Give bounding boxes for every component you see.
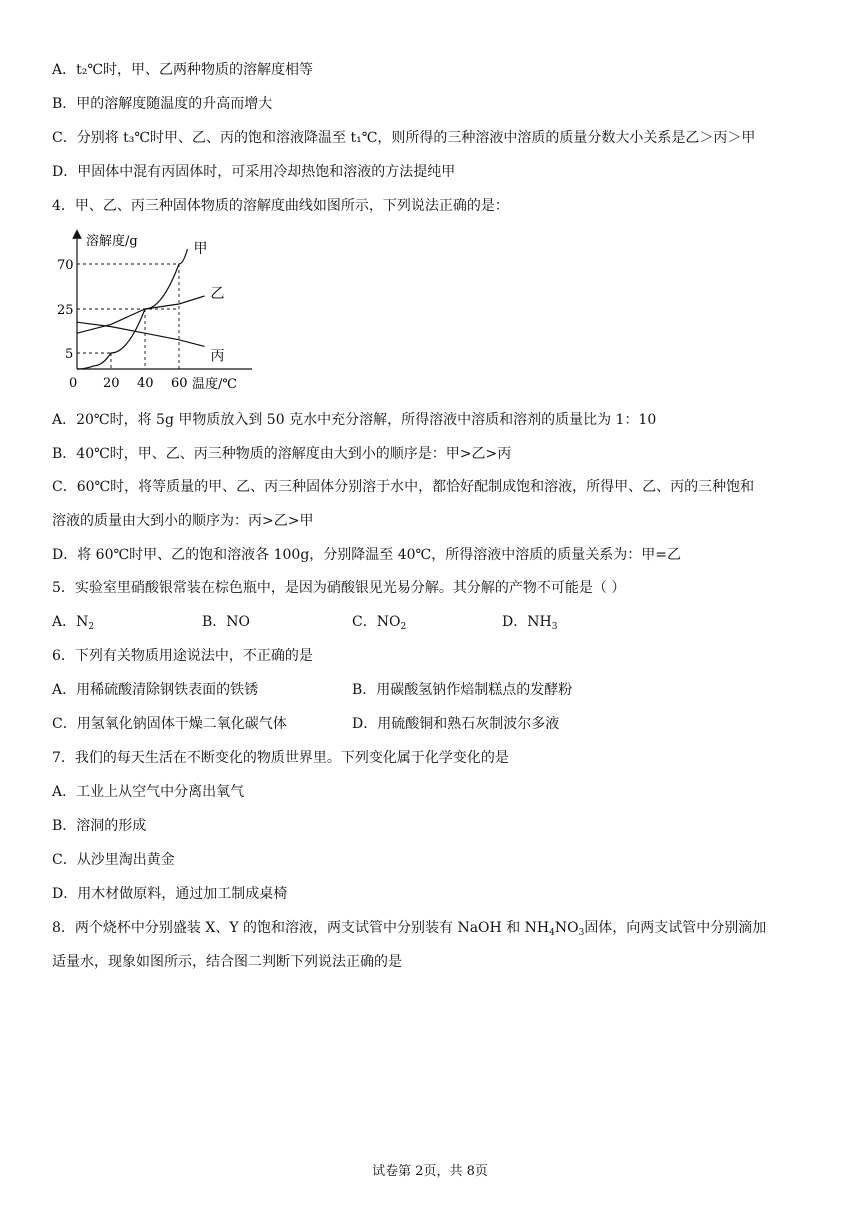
series-curve-1	[77, 296, 205, 333]
q6-option-b: B．用碳酸氢钠作焙制糕点的发酵粉	[352, 682, 573, 698]
q4-option-c-line2: 溶液的质量由大到小的顺序为：丙>乙>甲	[52, 513, 314, 529]
q6-option-c: C．用氢氧化钠固体干燥二氧化碳气体	[52, 716, 287, 732]
q3-option-c: C．分别将 t₃℃时甲、乙、丙的饱和溶液降温至 t₁℃，则所得的三种溶液中溶质的质量分数大小关系是乙＞丙＞甲	[52, 130, 756, 146]
q7-option-b: B．溶洞的形成	[52, 818, 147, 834]
x-axis-label: 温度/℃	[192, 377, 237, 392]
y-axis-label: 溶解度/g	[86, 234, 138, 249]
q4-stem: 4．甲、乙、丙三种固体物质的溶解度曲线如图所示，下列说法正确的是：	[52, 198, 509, 214]
q3-option-d: D．甲固体中混有丙固体时，可采用冷却热饱和溶液的方法提纯甲	[52, 164, 456, 180]
q8-stem-line2: 适量水，现象如图所示，结合图二判断下列说法正确的是	[52, 954, 402, 970]
q6-option-d: D．用硫酸铜和熟石灰制波尔多液	[352, 716, 560, 732]
q7-option-d: D．用木材做原料，通过加工制成桌椅	[52, 886, 288, 902]
x-tick-label: 20	[103, 376, 120, 391]
y-tick-label: 70	[57, 258, 74, 273]
series-label-0: 甲	[193, 241, 208, 257]
series-label-1: 乙	[210, 286, 225, 302]
q5-option-c: C．$NO_2$	[352, 614, 407, 632]
series-curve-2	[77, 322, 205, 346]
x-tick-label: 40	[137, 376, 154, 391]
q3-option-b: B．甲的溶解度随温度的升高而增大	[52, 96, 273, 112]
y-tick-label: 5	[65, 347, 74, 362]
x-tick-label: 60	[171, 376, 188, 391]
page-footer: 试卷第 2页，共 8页	[372, 1164, 488, 1179]
q6-stem: 6．下列有关物质用途说法中，不正确的是	[52, 648, 313, 664]
q5-option-b: B．NO	[202, 614, 251, 630]
q7-option-c: C．从沙里淘出黄金	[52, 852, 175, 868]
y-tick-label: 25	[57, 303, 74, 318]
q4-option-c-line1: C．60℃时，将等质量的甲、乙、丙三种固体分别溶于水中，都恰好配制成饱和溶液，所得甲、乙、丙的三种饱和	[52, 479, 755, 495]
x-tick-label: 0	[69, 376, 78, 391]
q4-option-a: A．20℃时，将 5g 甲物质放入到 50 克水中充分溶解，所得溶液中溶质和溶剂的质量比为 1：10	[52, 412, 657, 428]
q3-option-a: A．t₂℃时，甲、乙两种物质的溶解度相等	[52, 62, 314, 78]
series-label-2: 丙	[210, 348, 225, 365]
solubility-chart-svg	[52, 226, 262, 396]
q7-stem: 7．我们的每天生活在不断变化的物质世界里。下列变化属于化学变化的是	[52, 750, 509, 766]
q4-option-b: B．40℃时，甲、乙、丙三种物质的溶解度由大到小的顺序是：甲>乙>丙	[52, 446, 512, 462]
solubility-chart	[52, 226, 262, 396]
q7-option-a: A．工业上从空气中分离出氧气	[52, 784, 245, 800]
q8-stem-line1: 8．两个烧杯中分别盛装 X、Y 的饱和溶液，两支试管中分别装有 NaOH 和 $NH_4NO_3$固体，向两支试管中分别滴加	[52, 920, 767, 938]
q5-option-a: A．$N_2$	[52, 614, 95, 632]
q5-option-d: D．$NH_3$	[502, 614, 558, 632]
q6-option-a: A．用稀硫酸清除钢铁表面的铁锈	[52, 682, 259, 698]
q5-stem: 5．实验室里硝酸银常装在棕色瓶中，是因为硝酸银见光易分解。其分解的产物不可能是（ ）	[52, 580, 626, 596]
q4-option-d: D．将 60℃时甲、乙的饱和溶液各 100g，分别降温至 40℃，所得溶液中溶质的质量关系为：甲=乙	[52, 547, 681, 563]
